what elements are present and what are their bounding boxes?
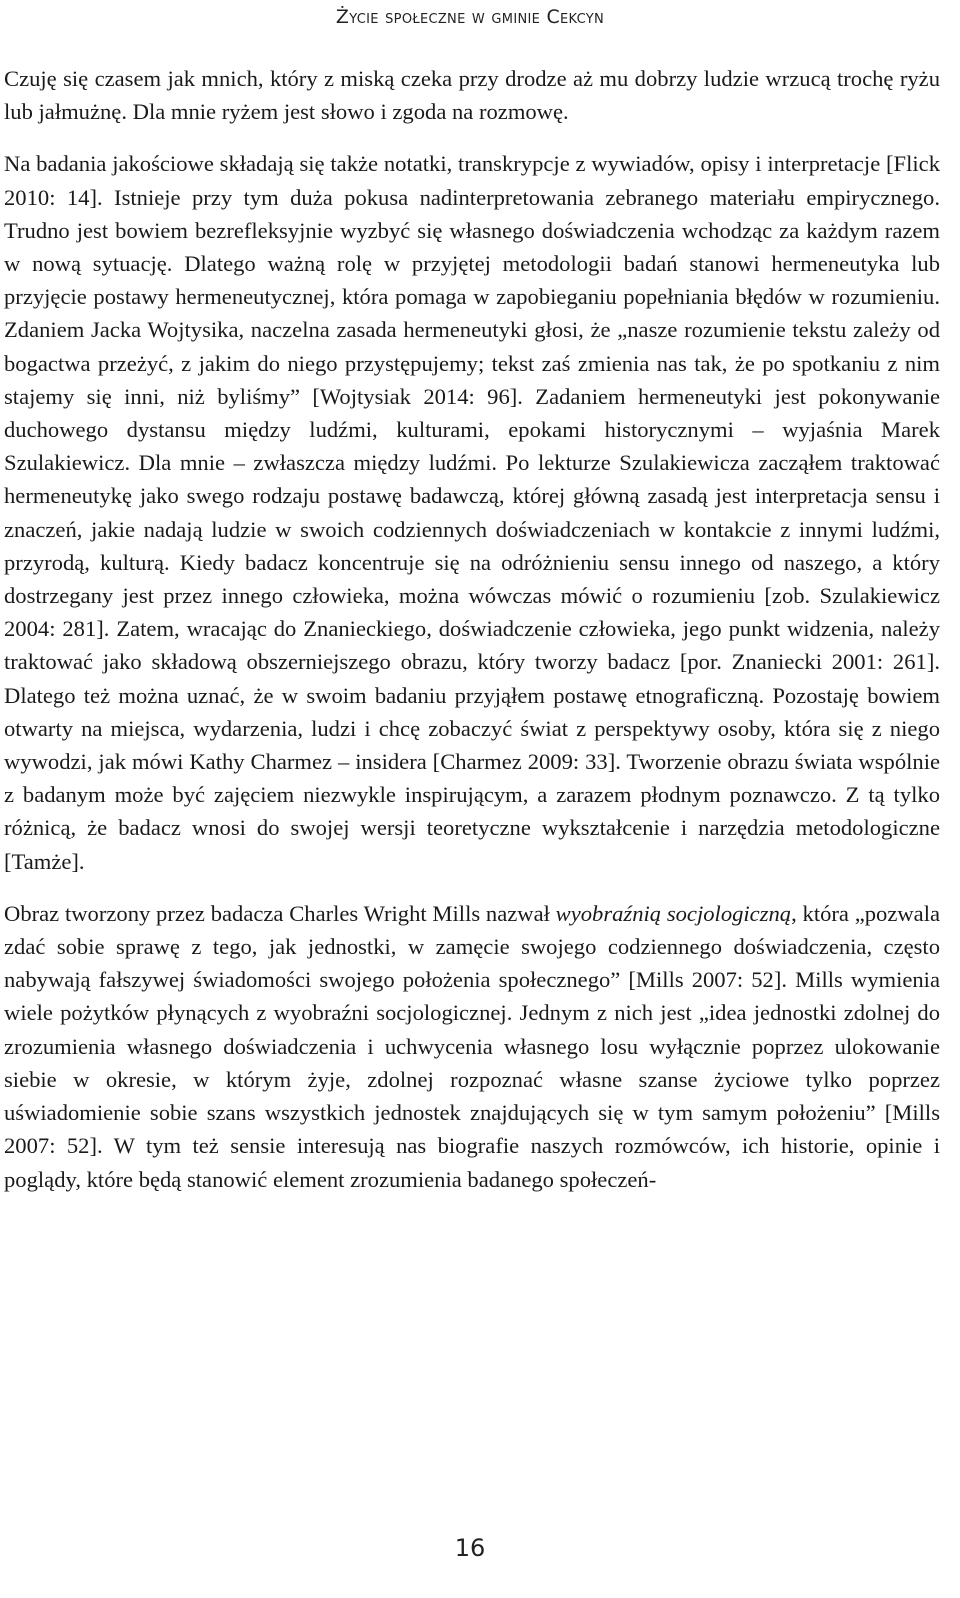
paragraph-text-segment: Obraz tworzony przez badacza Charles Wright Mills nazwał xyxy=(4,900,556,926)
body-text xyxy=(4,62,940,1215)
italic-term: wyobraźnią socjologiczną xyxy=(555,900,792,926)
paragraph-quote-monk: Czuję się czasem jak mnich, który z miską czeka przy drodze aż mu dobrzy ludzie wrzucą trochę ryżu lub jałmużnę. Dla mnie ryżem jest słowo i zgoda na rozmowę. xyxy=(4,66,940,125)
paragraph-text-segment: , która „pozwala zdać sobie sprawę z tego, jak jednostki, w zamęcie swojego codziennego doświadczenia, często nabywają fałszywej świadomości swojego położenia społecznego” [Mills 2007: 52]. Mills wymienia wiele pożytków płynących z wyobraźni socjologicznej. Jednym z nich jest „idea jednostki zdolnej do zrozumienia własnego doświadczenia i uchwycenia własnego losu wyłącznie poprzez ulokowanie siebie w okresie, w którym żyje, zdolnej rozpoznać własne szanse życiowe tylko poprzez uświadomienie sobie szans wszystkich jednostek znajdujących się w tym samym położeniu” [Mills 2007: 52]. W tym też sensie interesują nas biografie naszych rozmówców, ich historie, opinie i poglądy, które będą stanowić element zrozumienia badanego społeczeń- xyxy=(4,900,940,1192)
paragraph-sociological-imagination xyxy=(4,897,940,1196)
page-number: 16 xyxy=(454,1534,486,1562)
paragraph-hermeneutics: Na badania jakościowe składają się także notatki, transkrypcje z wywiadów, opisy i interpretacje [Flick 2010: 14]. Istnieje przy tym duża pokusa nadinterpretowania zebranego materiału empirycznego. Trudno jest bowiem bezrefleksyjnie wyzbyć się własnego doświadczenia wchodząc za każdym razem w nową sytuację. Dlatego ważną rolę w przyjętej metodologii badań stanowi hermeneutyka lub przyjęcie postawy hermeneutycznej, która pomaga w zapobieganiu popełniania błędów w rozumieniu. Zdaniem Jacka Wojtysika, naczelna zasada hermeneutyki głosi, że „nasze rozumienie tekstu zależy od bogactwa przeżyć, z jakim do niego przystępujemy; tekst zaś zmienia nas tak, że po spotkaniu z nim stajemy się inni, niż byliśmy” [Wojtysiak 2014: 96]. Zadaniem hermeneutyki jest pokonywanie duchowego dystansu między ludźmi, kulturami, epokami historycznymi – wyjaśnia Marek Szulakiewicz. Dla mnie – zwłaszcza między ludźmi. Po lekturze Szulakiewicza zacząłem traktować hermeneutykę jako swego rodzaju postawę badawczą, której główną zasadą jest interpretacja sensu i znaczeń, jakie nadają ludzie w swoich codziennych doświadczeniach w kontakcie z innymi ludźmi, przyrodą, kulturą. Kiedy badacz koncentruje się na odróżnieniu sensu innego od naszego, a który dostrzegany jest przez innego człowieka, można wówczas mówić o rozumieniu [zob. Szulakiewicz 2004: 281]. Zatem, wracając do Znanieckiego, doświadczenie człowieka, jego punkt widzenia, należy traktować jako składową obszerniejszego obrazu, który tworzy badacz [por. Znaniecki 2001: 261]. Dlatego też można uznać, że w swoim badaniu przyjąłem postawę etnograficzną. Pozostaję bowiem otwarty na miejsca, wydarzenia, ludzi i chcę zobaczyć świat z perspektywy osoby, która się z niego wywodzi, jak mówi Kathy Charmez – insidera [Charmez 2009: 33]. Tworzenie obrazu świata wspólnie z badanym może być zajęciem niezwykle inspirującym, a zarazem płodnym poznawczo. Z tą tylko różnicą, że badacz wnosi do swojej wersji teoretyczne wykształcenie i narzędzia metodologiczne [Tamże]. xyxy=(4,151,940,874)
running-header: Życie społeczne w gminie Cekcyn xyxy=(335,6,605,28)
